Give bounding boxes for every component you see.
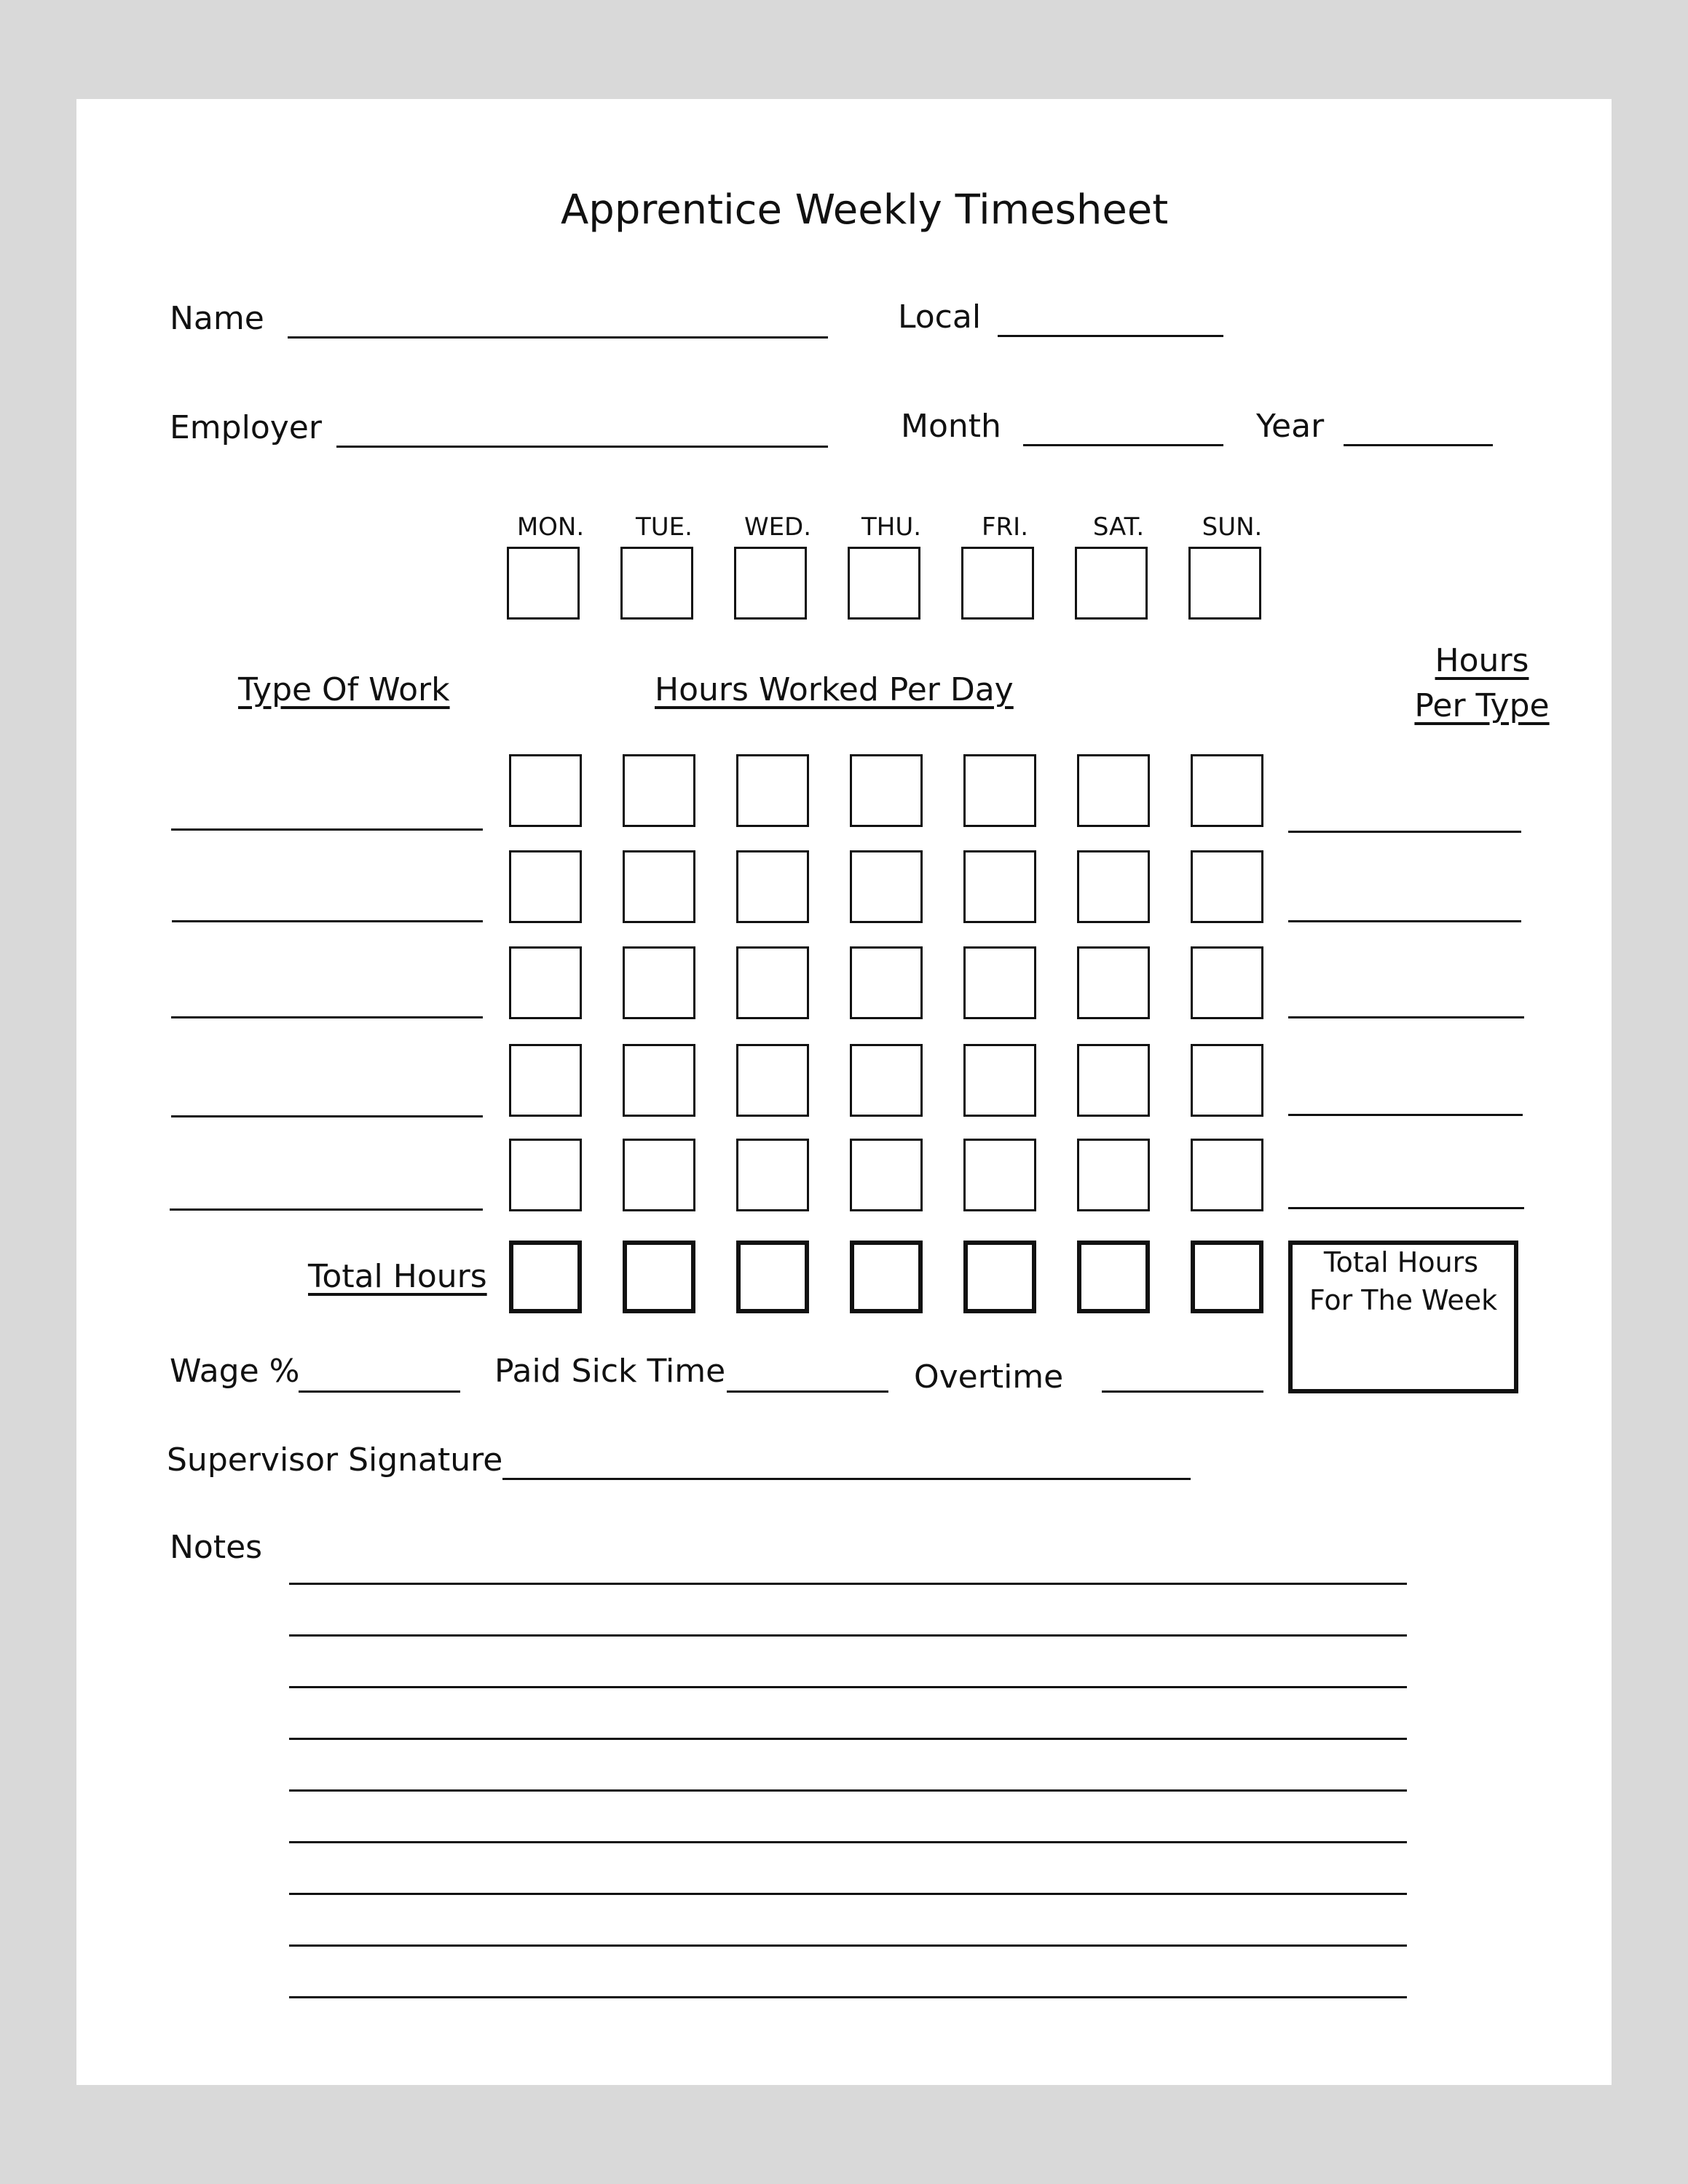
hours-per-day-header: Hours Worked Per Day <box>655 671 1014 708</box>
day-label-sun: SUN. <box>1202 513 1263 542</box>
wage-label: Wage % <box>170 1353 300 1390</box>
day-label-fri: FRI. <box>981 513 1028 542</box>
hours-box[interactable] <box>509 850 582 923</box>
total-hours-box-fri[interactable] <box>963 1241 1036 1313</box>
notes-line[interactable] <box>289 1634 1407 1637</box>
notes-line[interactable] <box>289 1583 1407 1585</box>
date-box-sat[interactable] <box>1075 547 1148 620</box>
hours-box[interactable] <box>623 1139 695 1211</box>
hours-box[interactable] <box>1077 1139 1150 1211</box>
hours-box[interactable] <box>963 1044 1036 1117</box>
hours-box[interactable] <box>1077 1044 1150 1117</box>
total-hours-box-sat[interactable] <box>1077 1241 1150 1313</box>
notes-label: Notes <box>170 1529 263 1566</box>
hours-box[interactable] <box>623 850 695 923</box>
form-title: Apprentice Weekly Timesheet <box>561 186 1169 234</box>
paid-sick-label: Paid Sick Time <box>494 1353 726 1390</box>
notes-line[interactable] <box>289 1944 1407 1947</box>
hours-per-type-field[interactable] <box>1288 920 1521 922</box>
hours-box[interactable] <box>509 1044 582 1117</box>
total-hours-box-sun[interactable] <box>1191 1241 1263 1313</box>
type-of-work-field[interactable] <box>171 1115 483 1117</box>
hours-per-type-field[interactable] <box>1288 831 1521 833</box>
signature-field[interactable] <box>502 1478 1191 1480</box>
wage-field[interactable] <box>299 1390 460 1393</box>
year-label: Year <box>1256 408 1325 445</box>
month-label: Month <box>901 408 1001 445</box>
local-label: Local <box>898 298 982 336</box>
hours-box[interactable] <box>1077 946 1150 1019</box>
week-total-label-line1: Total Hours <box>1323 1246 1479 1278</box>
hours-box[interactable] <box>963 754 1036 827</box>
hours-box[interactable] <box>850 754 923 827</box>
notes-line[interactable] <box>289 1996 1407 1998</box>
hours-box[interactable] <box>850 946 923 1019</box>
month-field[interactable] <box>1023 444 1223 446</box>
hours-box[interactable] <box>1191 1044 1263 1117</box>
day-label-tue: TUE. <box>636 513 693 542</box>
hours-box[interactable] <box>1191 1139 1263 1211</box>
type-of-work-field[interactable] <box>171 1016 483 1018</box>
employer-field[interactable] <box>336 446 828 448</box>
total-hours-box-mon[interactable] <box>509 1241 582 1313</box>
notes-line[interactable] <box>289 1738 1407 1740</box>
type-of-work-field[interactable] <box>172 920 483 922</box>
hours-box[interactable] <box>736 754 809 827</box>
signature-label: Supervisor Signature <box>167 1441 503 1479</box>
hours-box[interactable] <box>736 946 809 1019</box>
hours-per-type-field[interactable] <box>1288 1016 1524 1018</box>
hours-box[interactable] <box>736 1139 809 1211</box>
hours-box[interactable] <box>509 1139 582 1211</box>
total-hours-label: Total Hours <box>308 1258 487 1295</box>
date-box-tue[interactable] <box>620 547 693 620</box>
hours-box[interactable] <box>1077 850 1150 923</box>
day-label-mon: MON. <box>516 513 585 542</box>
type-of-work-field[interactable] <box>171 828 483 831</box>
hours-box[interactable] <box>850 1044 923 1117</box>
notes-line[interactable] <box>289 1789 1407 1792</box>
day-label-thu: THU. <box>861 513 922 542</box>
employer-label: Employer <box>170 409 322 446</box>
overtime-field[interactable] <box>1102 1390 1263 1393</box>
hours-box[interactable] <box>623 946 695 1019</box>
notes-line[interactable] <box>289 1686 1407 1688</box>
hours-box[interactable] <box>850 1139 923 1211</box>
date-box-fri[interactable] <box>961 547 1034 620</box>
day-label-sat: SAT. <box>1092 513 1145 542</box>
hours-box[interactable] <box>623 754 695 827</box>
total-hours-box-thu[interactable] <box>850 1241 923 1313</box>
total-hours-box-tue[interactable] <box>623 1241 695 1313</box>
hours-per-type-field[interactable] <box>1288 1207 1524 1209</box>
notes-line[interactable] <box>289 1893 1407 1895</box>
date-box-sun[interactable] <box>1188 547 1261 620</box>
hours-per-type-header-line1: Hours <box>1435 642 1529 679</box>
week-total-label-line2: For The Week <box>1309 1284 1498 1316</box>
name-field[interactable] <box>288 336 828 339</box>
overtime-label: Overtime <box>914 1358 1064 1396</box>
hours-box[interactable] <box>736 1044 809 1117</box>
paid-sick-field[interactable] <box>727 1390 888 1393</box>
hours-box[interactable] <box>1191 754 1263 827</box>
hours-box[interactable] <box>963 850 1036 923</box>
timesheet-page <box>76 99 1612 2085</box>
date-box-wed[interactable] <box>734 547 807 620</box>
name-label: Name <box>170 300 264 337</box>
hours-box[interactable] <box>623 1044 695 1117</box>
hours-per-type-header-line2: Per Type <box>1414 687 1550 724</box>
hours-box[interactable] <box>736 850 809 923</box>
hours-box[interactable] <box>963 946 1036 1019</box>
hours-box[interactable] <box>963 1139 1036 1211</box>
hours-box[interactable] <box>1191 850 1263 923</box>
date-box-mon[interactable] <box>507 547 580 620</box>
notes-line[interactable] <box>289 1841 1407 1843</box>
type-of-work-header: Type Of Work <box>238 671 450 708</box>
day-label-wed: WED. <box>744 513 812 542</box>
type-of-work-field[interactable] <box>170 1208 483 1211</box>
hours-box[interactable] <box>1077 754 1150 827</box>
hours-box[interactable] <box>850 850 923 923</box>
hours-box[interactable] <box>1191 946 1263 1019</box>
local-field[interactable] <box>998 335 1223 337</box>
hours-box[interactable] <box>509 754 582 827</box>
hours-box[interactable] <box>509 946 582 1019</box>
date-box-thu[interactable] <box>848 547 920 620</box>
hours-per-type-field[interactable] <box>1288 1114 1523 1116</box>
total-hours-box-wed[interactable] <box>736 1241 809 1313</box>
year-field[interactable] <box>1344 444 1493 446</box>
